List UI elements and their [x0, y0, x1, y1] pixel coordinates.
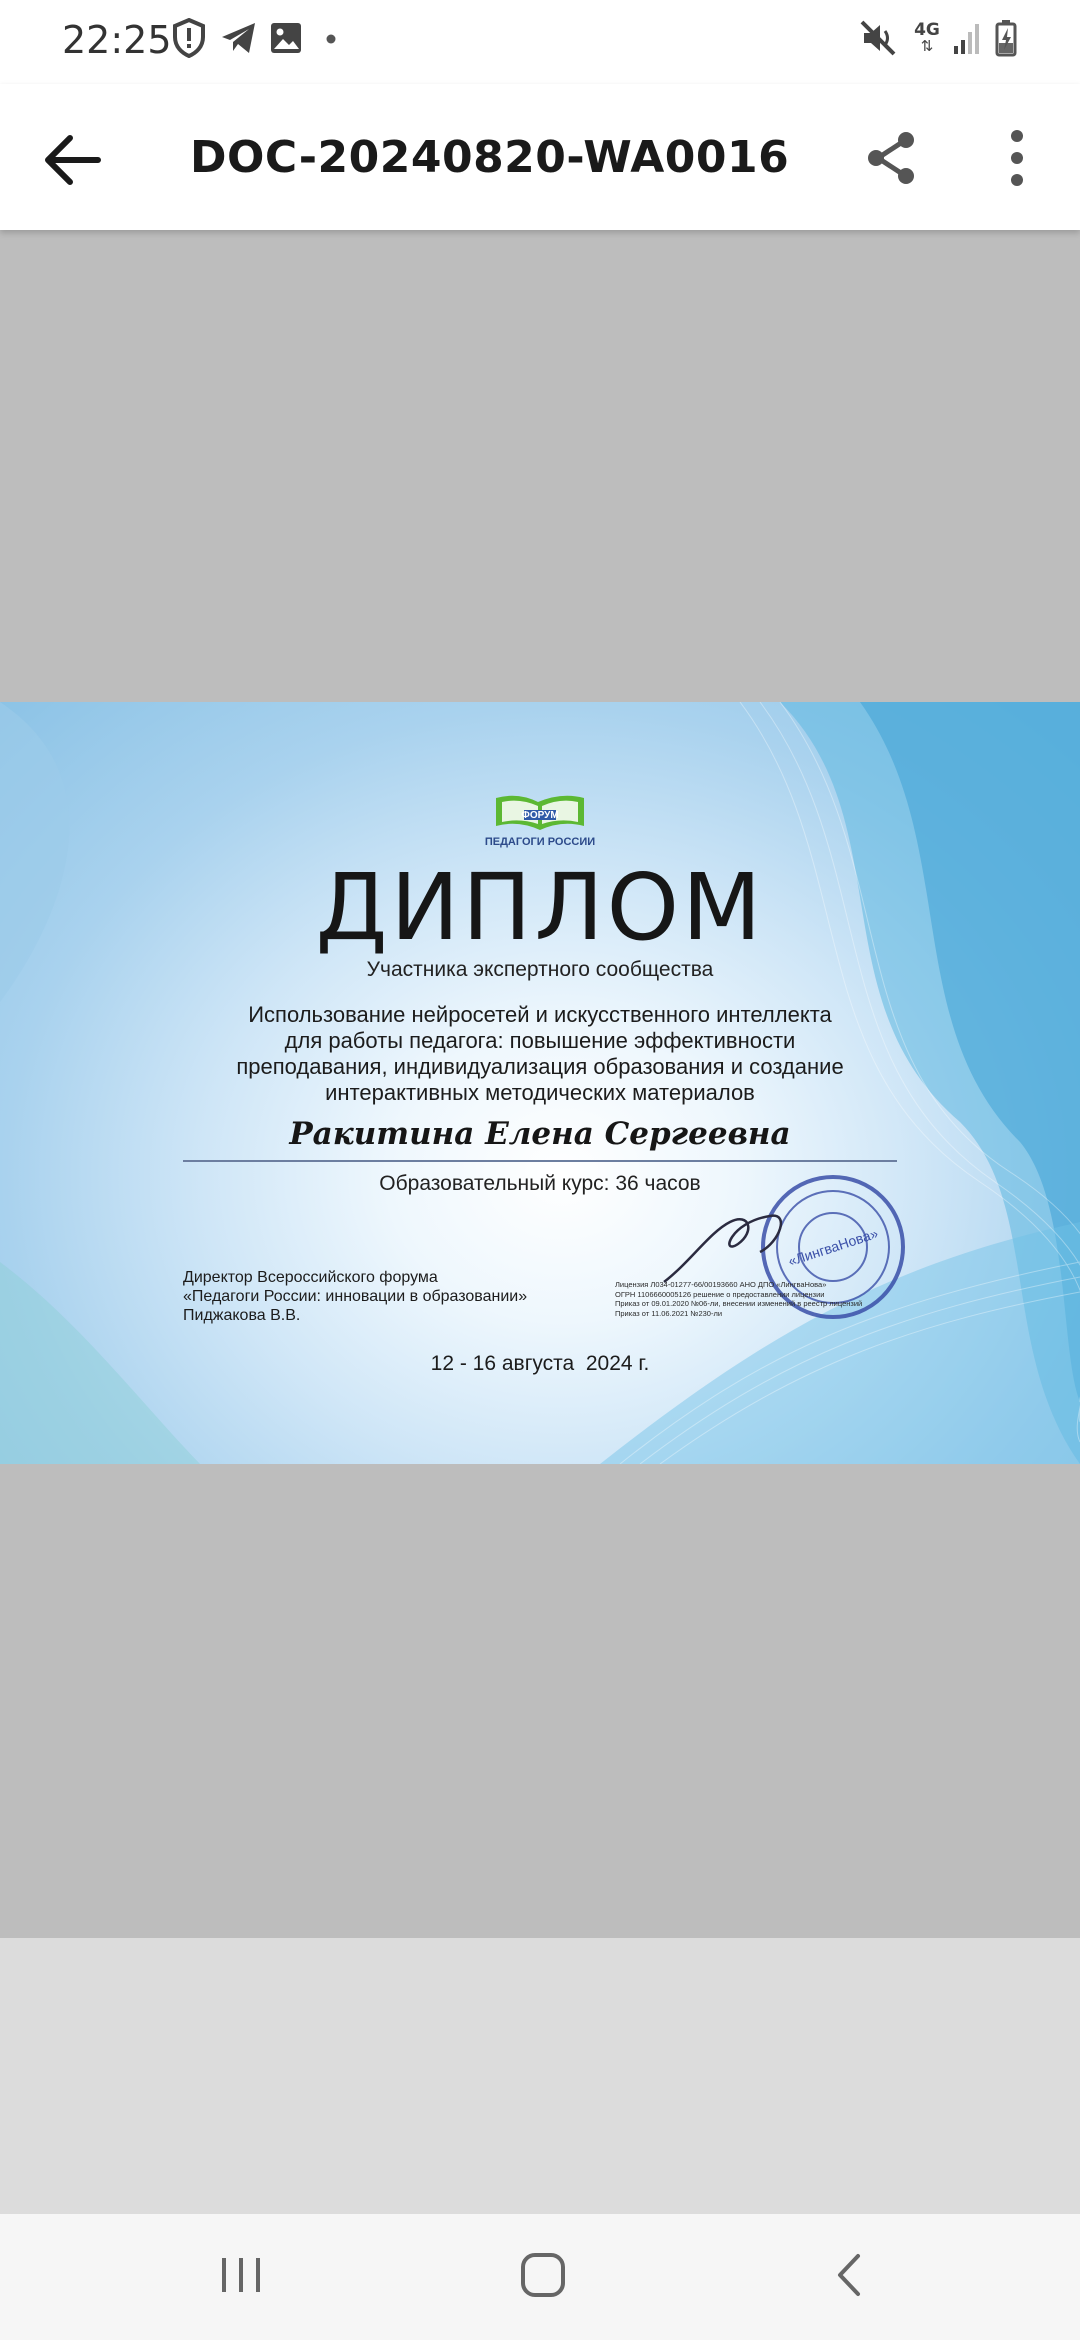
share-icon[interactable]	[864, 128, 920, 188]
license-block	[615, 1280, 915, 1318]
course-line: интерактивных методических материалов	[325, 1080, 755, 1105]
license-line: ОГРН 1106660005126 решение о предоставлении лицензии	[615, 1289, 825, 1299]
director-line: Пиджакова В.В.	[183, 1307, 301, 1324]
arrow-left-icon[interactable]	[40, 128, 104, 192]
course-title	[190, 1002, 890, 1106]
network-label: 4G	[914, 20, 940, 40]
course-hours: Образовательный курс: 36 часов	[379, 1172, 701, 1195]
back-chevron-icon[interactable]	[826, 2250, 876, 2300]
license-line: Приказ от 11.06.2021 №230-ли	[615, 1308, 723, 1318]
director-line: Директор Всероссийского форума	[183, 1269, 438, 1286]
signal-icon	[952, 18, 982, 58]
network-4g-icon: 4G ⇅	[914, 20, 940, 55]
viewer-bottom-area	[0, 1938, 1080, 2214]
license-line: Приказ от 09.01.2020 №06-ли, внесении изменений в реестр лицензий	[615, 1299, 863, 1308]
app-bar	[0, 84, 1080, 230]
dot-icon	[326, 34, 336, 44]
diploma-title: ДИПЛОМ	[315, 854, 765, 961]
home-icon[interactable]	[518, 2250, 568, 2300]
director-line: «Педагоги России: инновации в образовании»	[183, 1288, 528, 1305]
stamp-text: «ЛингваНова»	[786, 1224, 880, 1270]
course-line: для работы педагога: повышение эффективности	[284, 1028, 796, 1053]
course-line: преподавания, индивидуализация образования и создание	[236, 1054, 844, 1079]
battery-charging-icon	[994, 18, 1018, 58]
logo-org-label: ПЕДАГОГИ РОССИИ	[484, 836, 596, 848]
telegram-icon	[220, 18, 258, 58]
name-underline	[183, 1160, 897, 1162]
shield-alert-icon	[172, 18, 206, 58]
document-title: DOC-20240820-WA0016	[190, 132, 790, 183]
diploma-subtitle: Участника экспертного сообщества	[366, 958, 714, 981]
course-line: Использование нейросетей и искусственного интеллекта	[248, 1002, 832, 1027]
status-time: 22:25	[62, 18, 172, 62]
diploma-date: 12 - 16 августа 2024 г.	[430, 1352, 650, 1375]
status-bar	[0, 0, 1080, 84]
signature-icon	[660, 1202, 810, 1292]
gallery-icon	[268, 18, 304, 58]
diploma-page[interactable]	[0, 702, 1080, 1464]
director-block	[183, 1268, 603, 1325]
license-line: Лицензия Л034-01277-66/00193660 АНО ДПО «ЛингваНова»	[615, 1280, 827, 1289]
recipient-name: Ракитина Елена Сергеевна	[289, 1116, 791, 1152]
recents-icon[interactable]	[216, 2250, 266, 2300]
navigation-bar	[0, 2214, 1080, 2340]
logo-forum-label: ФОРУМ	[521, 810, 559, 821]
more-vert-icon[interactable]	[1006, 126, 1028, 190]
mute-icon	[858, 18, 898, 58]
